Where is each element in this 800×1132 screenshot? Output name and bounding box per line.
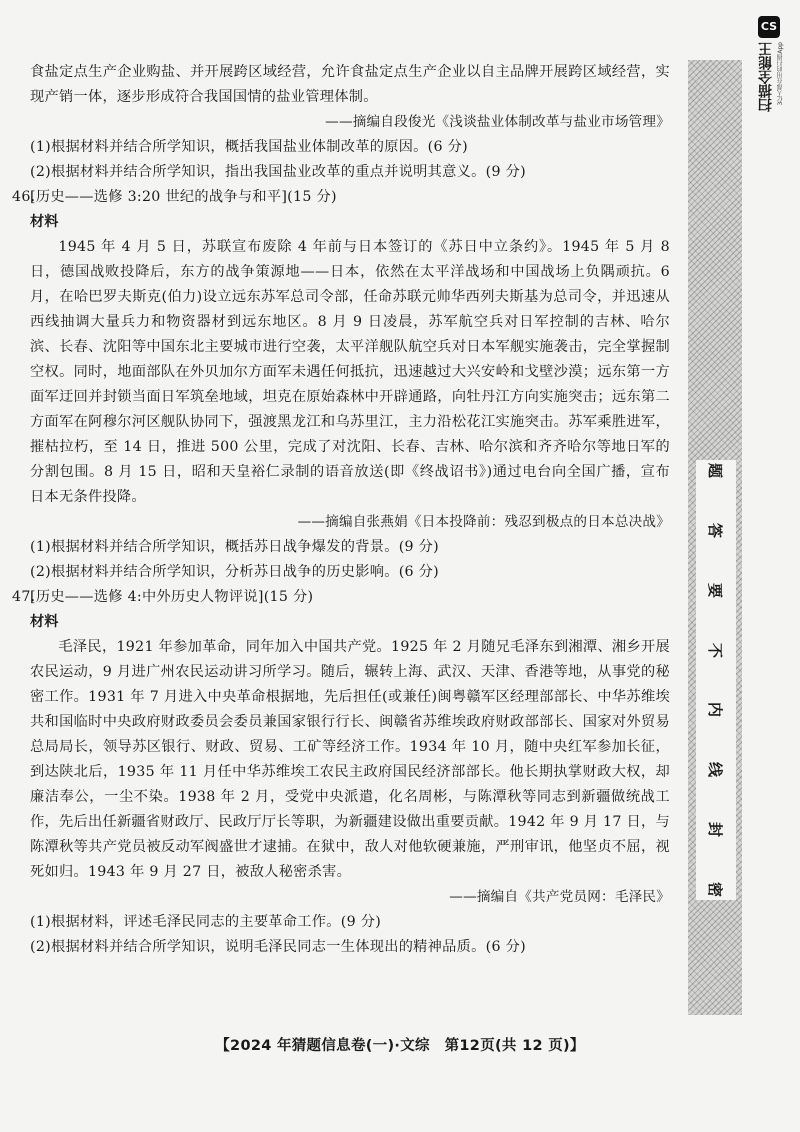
binding-strip-text bbox=[696, 460, 736, 900]
page-content bbox=[12, 60, 670, 960]
q47-number: 47. bbox=[12, 589, 36, 605]
q46-number: 46. bbox=[12, 189, 36, 205]
q46-material-text: 1945 年 4 月 5 日，苏联宣布废除 4 年前与日本签订的《苏日中立条约》。1945 年 5 月 8 日，德国战败投降后，东方的战争策源地——日本，依然在太平洋战场和中国战场上负隅顽抗。6 月，在哈巴罗夫斯克(伯力)设立远东苏军总司令部，任命苏联元帅华西列夫斯基为总司令，并迅速从西线抽调大量兵力和物资器材到远东地区。8 月 9 日凌晨，苏军航空兵对日军控制的吉林、哈尔滨、长春、沈阳等中国东北主要城市进行空袭，太平洋舰队航空兵对日本军舰实施袭击，完全掌握制空权。同时，地面部队在外贝加尔方面军未遇任何抵抗，迅速越过大兴安岭和戈壁沙漠；远东第一方面军迂回并封锁当面日军筑垒地域，坦克在原始森林中开辟通路，向牡丹江方向实施突击；远东第二方面军在阿穆尔河区舰队协同下，强渡黑龙江和乌苏里江，主力沿松花江实施突击。苏军乘胜进军，摧枯拉朽，至 14 日，推进 500 公里，完成了对沈阳、长春、吉林、哈尔滨和齐齐哈尔等地日军的分割包围。8 月 15 日，昭和天皇裕仁录制的语音放送(即《终战诏书》)通过电台向全国广播，宣布日本无条件投降。 bbox=[30, 239, 670, 505]
q46-question-1: (1)根据材料并结合所学知识，概括苏日战争爆发的背景。(9 分) bbox=[30, 539, 439, 555]
q46-heading bbox=[12, 185, 670, 210]
intro-question-1: (1)根据材料并结合所学知识，概括我国盐业体制改革的原因。(6 分) bbox=[30, 139, 468, 155]
binding-char: 密 bbox=[706, 881, 725, 897]
q47-question-2: (2)根据材料并结合所学知识，说明毛泽民同志一生体现出的精神品质。(6 分) bbox=[30, 939, 526, 955]
scanner-logo-icon: CS bbox=[758, 16, 780, 38]
binding-strip bbox=[688, 60, 742, 1015]
scanner-watermark bbox=[746, 12, 794, 132]
watermark-title: 扫描全能王 bbox=[758, 42, 774, 112]
intro-question-2: (2)根据材料并结合所学知识，指出我国盐业改革的重点并说明其意义。(9 分) bbox=[30, 164, 526, 180]
binding-char: 线 bbox=[706, 762, 725, 778]
binding-char: 封 bbox=[706, 822, 725, 838]
q46-source: ——摘编自张燕娟《日本投降前：残忍到极点的日本总决战》 bbox=[297, 514, 670, 530]
q47-material-text: 毛泽民，1921 年参加革命，同年加入中国共产党。1925 年 2 月随兄毛泽东到湘潭、湘乡开展农民运动，9 月进广州农民运动讲习所学习。随后，辗转上海、武汉、天津、香港等地，从事党的秘密工作。1931 年 7 月进入中央革命根据地，先后担任(或兼任)闽粤赣军区经理部部长、中华苏维埃共和国临时中央政府财政委员会委员兼国家银行行长、闽赣省苏维埃政府财政部部长、国家对外贸易总局局长，领导苏区银行、财政、贸易、工矿等经济工作。1934 年 10 月，随中央红军参加长征，到达陕北后，1935 年 11 月任中华苏维埃工农民主政府国民经济部部长。他长期执掌财政大权，却廉洁奉公，一尘不染。1938 年 2 月，受党中央派遣，化名周彬，与陈潭秋等同志到新疆做统战工作，先后出任新疆省财政厅、民政厅厅长等职，为新疆建设做出重要贡献。1942 年 9 月 17 日，与陈潭秋等共产党员被反动军阀盛世才逮捕。在狱中，敌人对他软硬兼施，严刑审讯，他坚贞不屈，视死如归。1943 年 9 月 27 日，被敌人秘密杀害。 bbox=[30, 639, 670, 880]
q46-material-label: 材料 bbox=[30, 214, 59, 230]
page-footer: 【2024 年猜题信息卷(一)·文综 第12页(共 12 页)】 bbox=[215, 1038, 585, 1054]
binding-char: 答 bbox=[706, 522, 725, 538]
q47-question-1: (1)根据材料，评述毛泽民同志的主要革命工作。(9 分) bbox=[30, 914, 382, 930]
q47-source: ——摘编自《共产党员网：毛泽民》 bbox=[449, 889, 670, 905]
binding-char: 内 bbox=[706, 702, 725, 718]
q47-material-label: 材料 bbox=[30, 614, 59, 630]
q46-question-2: (2)根据材料并结合所学知识，分析苏日战争的历史影响。(6 分) bbox=[30, 564, 439, 580]
intro-source: ——摘编自段俊光《浅谈盐业体制改革与盐业市场管理》 bbox=[325, 114, 670, 130]
q47-title: [历史——选修 4:中外历史人物评说](15 分) bbox=[30, 589, 314, 605]
watermark-subtitle: 3亿人都在用的扫描App bbox=[777, 42, 784, 106]
binding-char: 题 bbox=[706, 462, 725, 479]
binding-char: 不 bbox=[706, 642, 725, 658]
intro-text: 食盐定点生产企业购盐、并开展跨区域经营，允许食盐定点生产企业以自主品牌开展跨区域经营，实现产销一体，逐步形成符合我国国情的盐业管理体制。 bbox=[30, 64, 670, 105]
binding-char: 要 bbox=[706, 582, 725, 598]
q47-heading bbox=[12, 585, 670, 610]
q46-title: [历史——选修 3:20 世纪的战争与和平](15 分) bbox=[30, 189, 337, 205]
